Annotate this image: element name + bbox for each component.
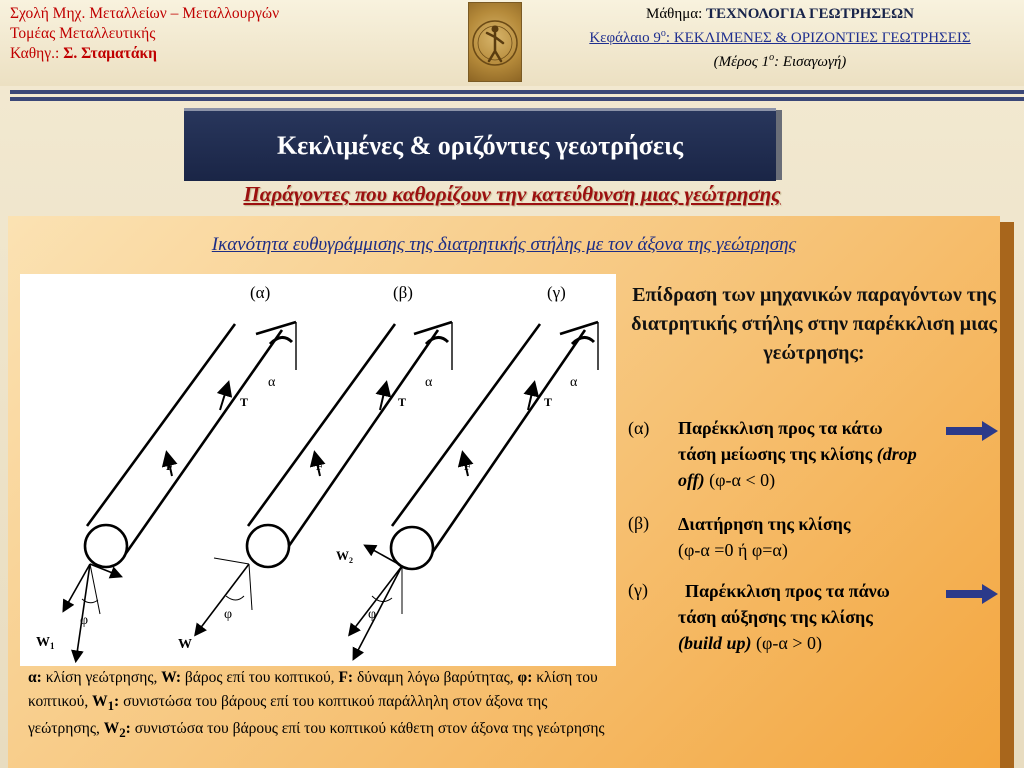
panel-a-diagram (64, 322, 296, 660)
label-w1-a: $W_1$ (36, 635, 55, 651)
label-t-c: T (544, 395, 553, 409)
item-a-text (678, 415, 917, 493)
item-a-line3: off) (φ-α < 0) (678, 470, 776, 490)
label-alpha-c: α (570, 375, 578, 390)
bit-circle-c (391, 527, 433, 569)
slide-header (0, 0, 1024, 86)
caption-w2-label: $W_2$: (103, 720, 131, 741)
item-a-line1: Παρέκκλιση προς τα κάτω (678, 418, 883, 438)
item-c-line3: (build up) (φ-α > 0) (678, 633, 822, 653)
university-logo-icon (468, 2, 522, 82)
professor-line (10, 44, 279, 64)
item-c-line2: τάση αύξησης της κλίσης (678, 607, 873, 627)
label-alpha-b: α (425, 375, 433, 390)
chapter-sup: ο (660, 28, 666, 39)
item-b-label: (β) (628, 513, 650, 533)
part-sup: ο (769, 52, 775, 63)
caption-w-text: βάρος επί του κοπτικού, (181, 669, 339, 686)
item-b-text (678, 511, 850, 563)
header-divider-2 (10, 97, 1024, 101)
bit-circle-b (247, 525, 289, 567)
slide-subtitle: Παράγοντες που καθορίζουν την κατεύθυνση μιας γεώτρησης (243, 182, 781, 206)
label-f-b: F (316, 459, 324, 473)
header-divider-1 (10, 90, 1024, 94)
chapter-line (540, 24, 1020, 48)
item-a-line2: τάση μείωσης της κλίσης (drop (678, 444, 917, 464)
label-alpha-a: α (268, 375, 276, 390)
item-c-label: (γ) (628, 580, 648, 600)
title-box (184, 108, 776, 181)
label-phi-a: φ (80, 613, 89, 628)
professor-prefix: Καθηγ.: (10, 45, 64, 62)
part-prefix: (Μέρος 1 (713, 54, 770, 70)
caption-f-text: δύναμη λόγω βαρύτητας, (353, 669, 518, 686)
chapter-prefix: Κεφάλαιο 9 (589, 30, 661, 46)
header-right (540, 4, 1020, 72)
professor-name: Σ. Σταματάκη (63, 45, 157, 62)
ability-heading: Ικανότητα ευθυγράμμισης της διατρητικής στήλης με τον άξονα της γεώτρησης (211, 234, 797, 255)
item-c-text-2 (678, 604, 873, 656)
caption-phi-text: κλίση του κοπτικού, (28, 669, 598, 710)
right-arrow-icon (946, 421, 998, 441)
caption-a-label: α: (28, 669, 42, 686)
label-f-c: F (464, 459, 472, 473)
item-b-line1: Διατήρηση της κλίσης (678, 514, 851, 534)
header-left (10, 4, 279, 64)
effect-heading: Επίδραση των μηχανικών παραγόντων της διατρητικής στήλης στην παρέκκλιση μιας γεώτρησης: (631, 284, 997, 364)
part-line (540, 48, 1020, 72)
label-w2-c: $W_2$ (336, 548, 353, 565)
caption-a-text: κλίση γεώτρησης, (41, 669, 162, 686)
label-w-b: W (178, 637, 192, 652)
panel-b-diagram (196, 322, 452, 634)
caption-f-label: F: (338, 669, 354, 686)
item-c-text (685, 578, 890, 604)
caption-w2-text: συνιστώσα του βάρους επί του κοπτικού κάθετη στον άξονα της γεώτρησης (130, 720, 605, 738)
label-f-a: F (166, 459, 174, 473)
caption-w1-label: $W_1$: (92, 692, 120, 713)
course-name: ΤΕΧΝΟΛΟΓΙΑ ΓΕΩΤΡΗΣΕΩΝ (706, 6, 915, 22)
label-t-a: T (240, 395, 249, 409)
drillstring-figure (20, 274, 616, 666)
panel-c-diagram (350, 322, 598, 658)
label-phi-c: φ (368, 607, 377, 622)
figure-caption (28, 666, 612, 745)
school-name: Σχολή Μηχ. Μεταλλείων – Μεταλλουργών (10, 5, 280, 22)
caption-phi-label: φ: (517, 669, 533, 686)
panel-label-b: (β) (393, 283, 413, 302)
panel-label-a: (α) (250, 283, 271, 302)
caption-w1-text: συνιστώσα του βάρους επί του κοπτικού παράλληλη στον άξονα της γεώτρησης, (28, 692, 548, 738)
panel-label-c: (γ) (547, 283, 566, 302)
label-t-b: T (398, 395, 407, 409)
item-a-label: (α) (628, 418, 650, 438)
course-line (540, 4, 1020, 24)
item-c-line1: Παρέκκλιση προς τα πάνω (685, 581, 890, 601)
right-arrow-icon (946, 584, 998, 604)
sector-name: Τομέας Μεταλλευτικής (10, 25, 156, 42)
slide-title: Κεκλιμένες & οριζόντιες γεωτρήσεις (276, 131, 684, 160)
part-rest: : Εισαγωγή) (774, 54, 847, 70)
bit-circle-a (85, 525, 127, 567)
chapter-rest: : ΚΕΚΛΙΜΕΝΕΣ & ΟΡΙΖΟΝΤΙΕΣ ΓΕΩΤΡΗΣΕΙΣ (665, 30, 971, 46)
label-phi-b: φ (224, 607, 233, 622)
item-b-line2: (φ-α =0 ή φ=α) (678, 540, 788, 560)
course-prefix: Μάθημα: (645, 6, 707, 22)
caption-w-label: W: (161, 669, 182, 686)
